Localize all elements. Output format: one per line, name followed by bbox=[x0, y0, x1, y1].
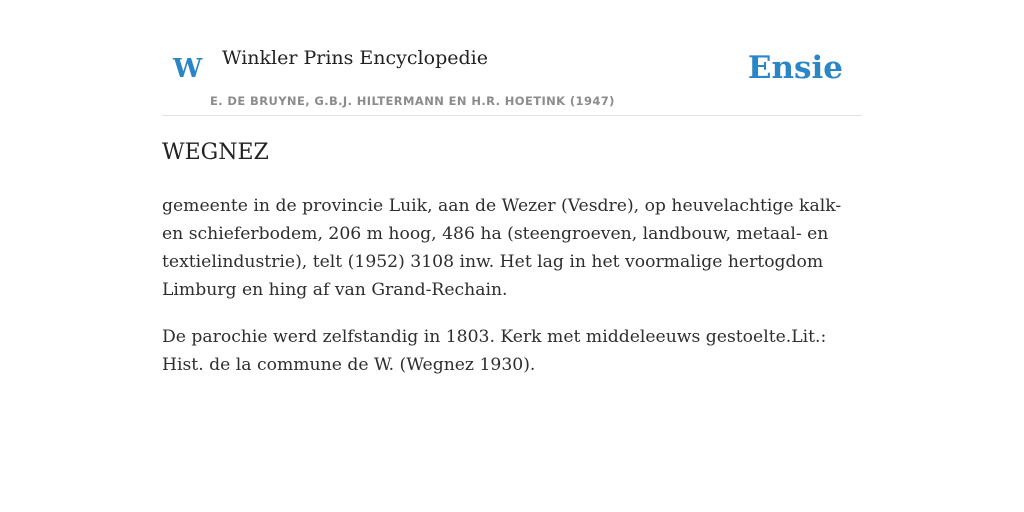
entry-paragraph: De parochie werd zelfstandig in 1803. Kerk met middeleeuws gestoelte.Lit.: Hist. de la commune de W. (Wegnez 1930). bbox=[162, 327, 827, 375]
ensie-logo[interactable]: Ensie bbox=[747, 50, 843, 86]
source-title[interactable]: Winkler Prins Encyclopedie bbox=[222, 47, 488, 69]
entry-body bbox=[162, 192, 862, 398]
source-header bbox=[162, 38, 862, 116]
entry-title: WEGNEZ bbox=[162, 140, 269, 165]
entry-paragraph: gemeente in de provincie Luik, aan de Wezer (Vesdre), op heuvelachtige kalk- en schieferbodem, 206 m hoog, 486 ha (steengroeven, landbouw, metaal- en textielindustrie), telt (1952) 3108 inw. Het lag in het voormalige hertogdom Limburg en hing af van Grand-Rechain. bbox=[162, 196, 842, 300]
winkler-prins-logo[interactable]: W bbox=[173, 54, 203, 84]
source-authors: E. DE BRUYNE, G.B.J. HILTERMANN EN H.R. HOETINK (1947) bbox=[210, 94, 615, 108]
